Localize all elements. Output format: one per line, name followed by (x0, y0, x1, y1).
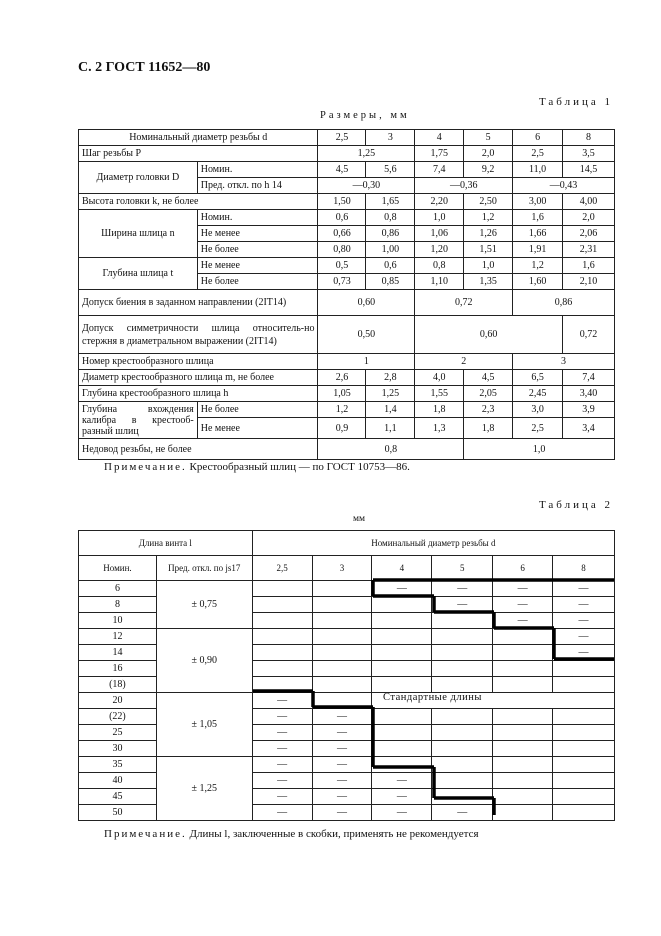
cell: 0,5 (318, 258, 366, 274)
header-d: 4 (372, 556, 432, 581)
cell: 2,45 (513, 386, 563, 402)
cell-dash: — (553, 629, 615, 645)
cell: 2,6 (318, 370, 366, 386)
cell: 1,2 (318, 402, 366, 418)
cell: 1,51 (464, 242, 513, 258)
upper-staircase (373, 580, 614, 659)
cell-label: Номинальный диаметр резьбы d (79, 130, 318, 146)
cell-dash: — (432, 597, 493, 613)
table1-units: Размеры, мм (320, 110, 410, 121)
cell-label: Глубина вхождения калибра в крестооб-разный шлиц (79, 402, 198, 439)
cell: 1,2 (513, 258, 563, 274)
cell: 5,6 (366, 162, 415, 178)
cell-label: Допуск биения в заданном направлении (2IT14) (79, 290, 318, 316)
cell-dash: — (553, 613, 615, 629)
cell-tol: ± 1,25 (156, 757, 252, 821)
header-diameter: Номинальный диаметр резьбы d (252, 531, 614, 556)
cell: 1,8 (415, 402, 464, 418)
cell: 1,00 (366, 242, 415, 258)
cell: 4,5 (464, 370, 513, 386)
cell: 0,9 (318, 418, 366, 439)
cell-label: Не менее (197, 418, 318, 439)
cell: 0,72 (563, 316, 615, 354)
cell: 6 (513, 130, 563, 146)
cell: 1,91 (513, 242, 563, 258)
cell: 4 (415, 130, 464, 146)
cell-dash: — (252, 757, 312, 773)
table2-note (104, 828, 479, 840)
cell: 0,73 (318, 274, 366, 290)
cell-length: 50 (79, 805, 157, 821)
header-d: 6 (493, 556, 553, 581)
cell: 1,65 (366, 194, 415, 210)
cell-label: Номин. (197, 162, 318, 178)
cell: 1,0 (464, 258, 513, 274)
cell: 9,2 (464, 162, 513, 178)
cell: 2,3 (464, 402, 513, 418)
cell: 0,60 (415, 316, 563, 354)
standard-lengths-label: Стандартные длины (383, 692, 482, 703)
cell: 2,50 (464, 194, 513, 210)
cell: 6,5 (513, 370, 563, 386)
cell-dash: — (493, 613, 553, 629)
cell: 3,4 (563, 418, 615, 439)
cell: 1,4 (366, 402, 415, 418)
cell-length: 6 (79, 581, 157, 597)
cell: 2,0 (563, 210, 615, 226)
cell: 1,06 (415, 226, 464, 242)
cell: 1,50 (318, 194, 366, 210)
table2-units: мм (353, 514, 366, 524)
cell: 2,31 (563, 242, 615, 258)
cell: 0,50 (318, 316, 415, 354)
cell-dash: — (553, 645, 615, 661)
cell: 4,00 (563, 194, 615, 210)
cell-label: Недовод резьбы, не более (79, 439, 318, 460)
cell: 2,0 (464, 146, 513, 162)
cell: —0,30 (318, 178, 415, 194)
note-text: Крестообразный шлиц — по ГОСТ 10753—86. (186, 461, 410, 473)
cell: 0,6 (318, 210, 366, 226)
cell: 3,00 (513, 194, 563, 210)
cell-dash: — (493, 581, 553, 597)
table2-caption: Таблица 2 (538, 499, 613, 511)
cell: 2,06 (563, 226, 615, 242)
cell-label: Диаметр головки D (79, 162, 198, 194)
cell-dash: — (432, 805, 493, 821)
cell: 0,85 (366, 274, 415, 290)
cell: 2,5 (513, 418, 563, 439)
cell: 0,8 (318, 439, 464, 460)
cell: 1,8 (464, 418, 513, 439)
cell: 4,5 (318, 162, 366, 178)
cell-label: Не более (197, 402, 318, 418)
cell-length: (22) (79, 709, 157, 725)
cell: 1,0 (464, 439, 615, 460)
cell: 2 (415, 354, 513, 370)
cell: 0,8 (415, 258, 464, 274)
cell-dash: — (312, 805, 372, 821)
header-d: 3 (312, 556, 372, 581)
cell: 8 (563, 130, 615, 146)
cell-dash: — (312, 773, 372, 789)
cell: 1,20 (415, 242, 464, 258)
cell: 1,26 (464, 226, 513, 242)
cell: 0,80 (318, 242, 366, 258)
cell-label: Допуск симметричности шлица относитель-но стержня в диаметральном выражении (2IT14) (79, 316, 318, 354)
cell-label: Глубина шлица t (79, 258, 198, 290)
cell: 1,35 (464, 274, 513, 290)
cell: 2,8 (366, 370, 415, 386)
cell: 3 (513, 354, 615, 370)
cell-length: 35 (79, 757, 157, 773)
cell: —0,43 (513, 178, 615, 194)
cell: 0,86 (513, 290, 615, 316)
cell-dash: — (252, 805, 312, 821)
cell-dash: — (372, 581, 432, 597)
cell: 7,4 (415, 162, 464, 178)
cell-dash: — (252, 693, 312, 709)
cell: 2,5 (513, 146, 563, 162)
cell-length: 14 (79, 645, 157, 661)
note-prefix: Примечание. (104, 461, 187, 473)
cell: 0,8 (366, 210, 415, 226)
cell: 0,86 (366, 226, 415, 242)
cell-dash: — (252, 789, 312, 805)
cell: 1,6 (513, 210, 563, 226)
cell: 1,60 (513, 274, 563, 290)
cell: 2,20 (415, 194, 464, 210)
cell: 1,0 (415, 210, 464, 226)
cell-length: 20 (79, 693, 157, 709)
cell: 1,05 (318, 386, 366, 402)
cell-tol: ± 0,75 (156, 581, 252, 629)
cell: 1,10 (415, 274, 464, 290)
cell: 1,3 (415, 418, 464, 439)
cell-length: 45 (79, 789, 157, 805)
cell-dash: — (312, 789, 372, 805)
table1-caption: Таблица 1 (538, 96, 613, 108)
cell: 2,05 (464, 386, 513, 402)
note-prefix: Примечание. (104, 828, 187, 840)
header-d: 5 (432, 556, 493, 581)
cell-label: Высота головки k, не более (79, 194, 318, 210)
cell-dash: — (252, 773, 312, 789)
cell-length: 8 (79, 597, 157, 613)
cell-label: Не менее (197, 258, 318, 274)
cell: 3,40 (563, 386, 615, 402)
note-text: Длины l, заключенные в скобки, применять не рекомендуется (186, 828, 479, 840)
cell: 3,9 (563, 402, 615, 418)
cell-label: Не более (197, 242, 318, 258)
cell-dash: — (372, 773, 432, 789)
cell-dash: — (372, 805, 432, 821)
cell: 11,0 (513, 162, 563, 178)
cell-dash: — (432, 581, 493, 597)
cell-length: 40 (79, 773, 157, 789)
cell: 0,60 (318, 290, 415, 316)
cell-dash: — (493, 597, 553, 613)
cell: 1,6 (563, 258, 615, 274)
cell-tol: ± 0,90 (156, 629, 252, 693)
cell: 1,75 (415, 146, 464, 162)
cell-label: Пред. откл. по h 14 (197, 178, 318, 194)
cell-length: (18) (79, 677, 157, 693)
cell: 5 (464, 130, 513, 146)
cell-label: Глубина крестообразного шлица h (79, 386, 318, 402)
cell: 0,6 (366, 258, 415, 274)
cell-length: 16 (79, 661, 157, 677)
cell-dash: — (553, 581, 615, 597)
cell-dash: — (252, 725, 312, 741)
cell-label: Шаг резьбы P (79, 146, 318, 162)
cell-label: Номер крестообразного шлица (79, 354, 318, 370)
cell: 1,1 (366, 418, 415, 439)
cell: 0,72 (415, 290, 513, 316)
cell: 3,5 (563, 146, 615, 162)
cell: 1,2 (464, 210, 513, 226)
cell-tol: ± 1,05 (156, 693, 252, 757)
header-length: Длина винта l (79, 531, 253, 556)
header-nom: Номин. (79, 556, 157, 581)
cell: 2,5 (318, 130, 366, 146)
cell-label: Ширина шлица n (79, 210, 198, 258)
cell-label: Номин. (197, 210, 318, 226)
cell-dash: — (312, 741, 372, 757)
cell-dash: — (372, 789, 432, 805)
cell: 2,10 (563, 274, 615, 290)
cell: 3 (366, 130, 415, 146)
cell: 1,25 (318, 146, 415, 162)
cell-label: Не более (197, 274, 318, 290)
cell-dash: — (553, 597, 615, 613)
lower-staircase (253, 691, 494, 815)
page-header: С. 2 ГОСТ 11652—80 (78, 60, 211, 75)
header-d: 2,5 (252, 556, 312, 581)
cell: 0,66 (318, 226, 366, 242)
cell: 1,25 (366, 386, 415, 402)
header-tol: Пред. откл. по js17 (156, 556, 252, 581)
cell-length: 10 (79, 613, 157, 629)
cell: 3,0 (513, 402, 563, 418)
cell-length: 25 (79, 725, 157, 741)
cell: 1 (318, 354, 415, 370)
cell-length: 12 (79, 629, 157, 645)
cell-dash: — (252, 709, 312, 725)
cell: 1,55 (415, 386, 464, 402)
cell-dash: — (312, 709, 372, 725)
cell: 1,66 (513, 226, 563, 242)
cell-label: Не менее (197, 226, 318, 242)
cell: 4,0 (415, 370, 464, 386)
cell-length: 30 (79, 741, 157, 757)
cell-dash: — (312, 725, 372, 741)
cell: 7,4 (563, 370, 615, 386)
cell-dash: — (252, 741, 312, 757)
cell: 14,5 (563, 162, 615, 178)
cell: —0,36 (415, 178, 513, 194)
cell-dash: — (312, 757, 372, 773)
header-d: 8 (553, 556, 615, 581)
cell-label: Диаметр крестообразного шлица m, не более (79, 370, 318, 386)
